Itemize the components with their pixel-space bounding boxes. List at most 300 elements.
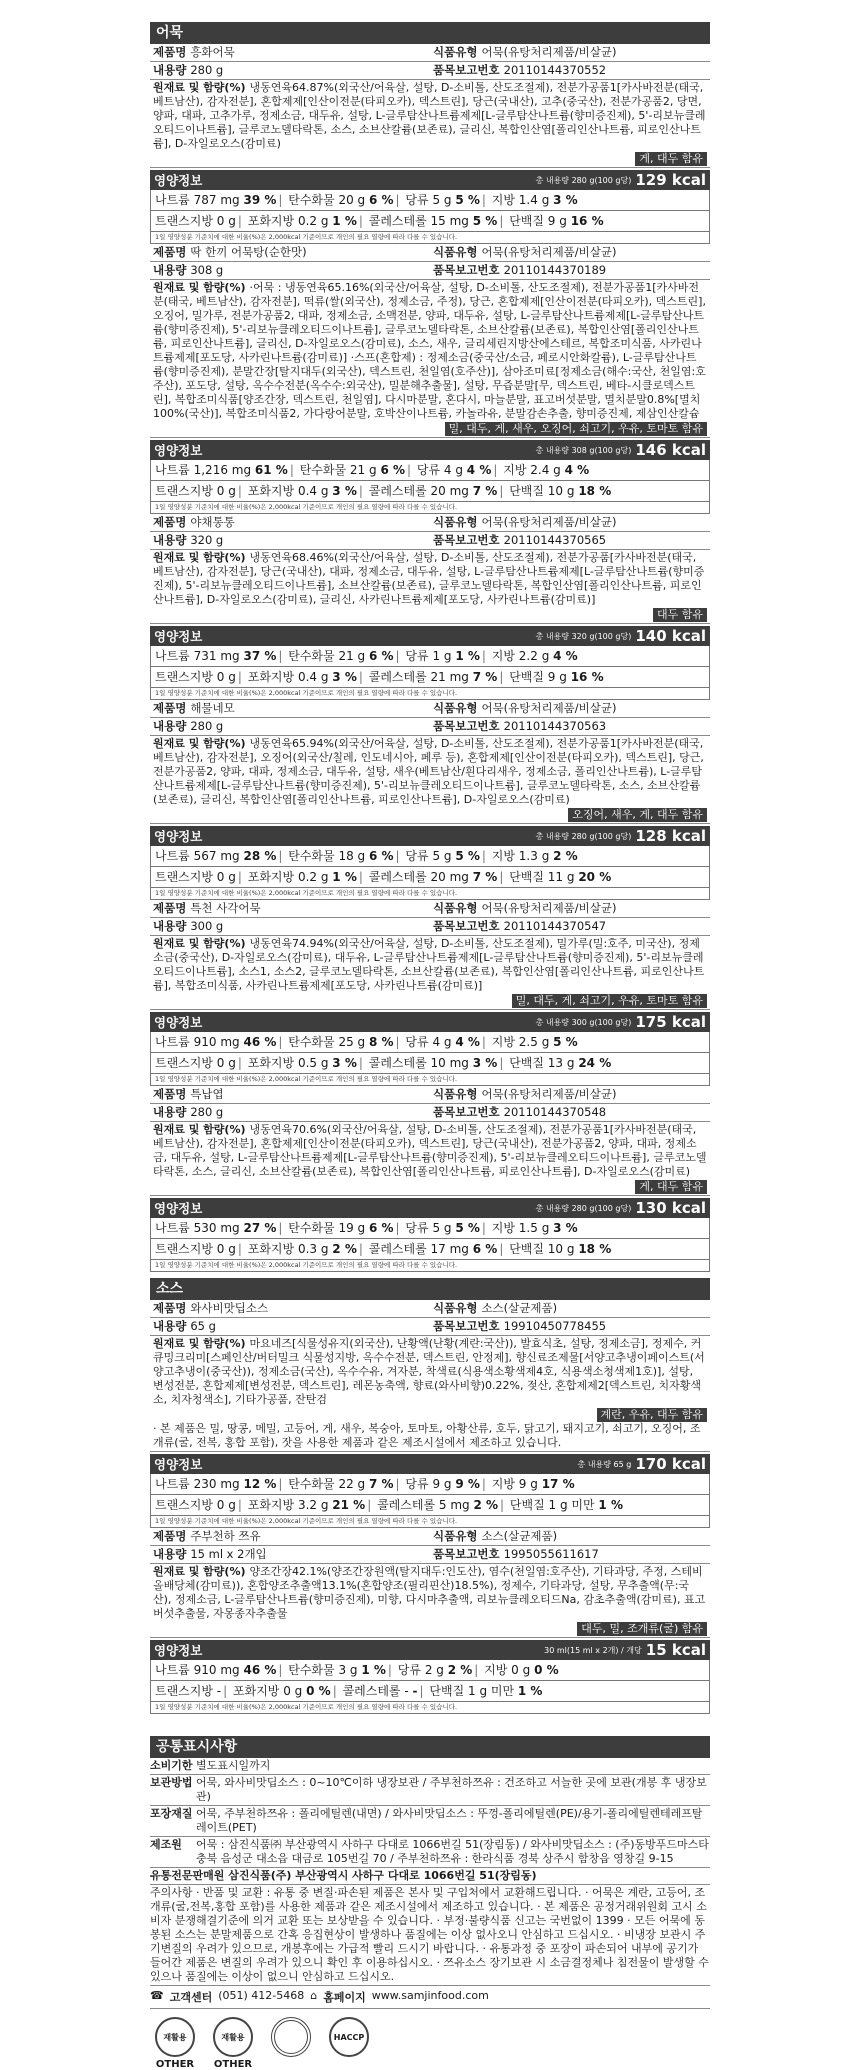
volume-label: 내용량 [153, 63, 187, 77]
product-name: 와사비맛딥소스 [190, 1301, 269, 1315]
fishcake-list [150, 44, 710, 1272]
protein-label: 단백질 [509, 670, 544, 684]
chol-label: 콜레스테롤 [377, 1498, 436, 1512]
common-value: 어묵 : 삼진식품㈜ 부산광역시 사하구 다대로 1066번길 51(장림동) / 와사비맛딥소스 : (주)동방푸드마스타 충북 음성군 대소읍 대금로 105번길 70 / 주부천하쯔유 : 한라식품 경북 상주시 함창읍 영창길 9-15 [196, 1838, 709, 1865]
nutrition-line-1: 나트륨 1,216 mg 61 % | 탄수화물 21 g 6 % | 당류 4 g 4 % | 지방 2.4 g 4 % [150, 460, 710, 481]
product-name: 딱 한끼 어묵탕(순한맛) [190, 245, 307, 259]
product-type: 어묵(유탕처리제품/비살균) [481, 901, 617, 915]
product-label: 제품명 [153, 701, 187, 715]
daily-value-note: 1일 영양성분 기준치에 대한 비율(%)은 2,000kcal 기준이므로 개인의 필요 열량에 따라 다를 수 있습니다. [150, 502, 710, 514]
sugar-label: 당류 [405, 1477, 429, 1491]
sat-pct: 1 % [332, 214, 357, 228]
report-number: 1995055611617 [503, 1547, 599, 1561]
recycle-label-1: OTHER [155, 2059, 195, 2070]
product-name: 해물네모 [190, 701, 235, 715]
ingredients-text: ·어묵 : 냉동연육65.16%(외국산/어육살, 설탕, D-소비톨, 산도조절제), 전분가공품1[카사바전분(태국, 베트남산), 감자전분], 떡류(쌀(외국산), 정제소금, 주정), 당근, 혼합제제[인산이전분(타피오카), 덱스트린], 오징어, 밀가루, 전분가공품2, 대파, 정제소금, 소맥전분, 양파, 대두유, 설탕, L-글루탐산나트륨제제[L-글루탐산나트륨(향미증진제), 5'-리보뉴클레오티드이나트륨], 글루코노델타락톤, 소브산칼륨(보존료), 복합인산염[폴리인산나트륨, 피로인산나트륨], 글리신, D-자일로오스(감미료), 소스, 새우, 글리세린지방산에스테르, 복합조미식품, 사카린나트륨제제[포도당, 사카린나트륨(감미료)] ·스프(혼합제) : 정제소금(중국산/소금, 페로시안화칼륨), L-글루탐산나트륨(향미증진제), 분말간장[탈지대두(외국산), 덱스트린, 천일염(호주산)], 삼아조미료[정제소금(해수:국산, 천일염:호주산), 포도당, 설탕, 옥수수전분(옥수수:외국산), 밀분해추출물], 설탕, 무즙분말[무, 덱스트린, 베타-시클로덱스트린], 복합조미식품[양조간장, 덱스트린, 천일염], 다시마분말, 혼다시, 마늘분말, 표고버섯분말, 멸치분말0.8%[멸치100%(국산)], 복합조미식품2, 가다랑어분말, 호박산이나트륨, 카놀라유, 분말감손추출, 향미증진제, 제삼인산칼슘 [153, 281, 706, 420]
ingredients-text: 냉동연육65.94%(외국산/어육살, 설탕, D-소비톨, 산도조절제), 전분가공품1[카사바전분(태국, 베트남산), 감자전분], 오징어(외국산/칠레, 인도네시아, 페루 등), 혼합제제[인산이전분(타피오카), 덱스트린], 당근, 전분가공품2, 양파, 대파, 정제소금, 대두유, 설탕, 새우(베트남산/흰다리새우, 정제소금, 폴리인산나트륨), L-글루탐산나트륨제제[L-글루탐산나트륨(향미증진제), 5'-리보뉴클레오티드이나트륨], 글루코노델타락톤, 소스, 소브산칼륨(보존료), 글리신, 복합인산염[폴리인산나트륨, 피로인산나트륨], D-자일로오스(감미료) [153, 737, 704, 806]
sodium-label: 나트륨 [155, 849, 190, 863]
common-rows [150, 1758, 710, 1868]
ingredients-text: 냉동연육70.6%(외국산/어육살, 설탕, D-소비톨, 산도조절제), 전분가공품1[카사바전분(태국, 베트남산), 감자전분], 혼합제제[인산이전분(타피오카), 덱스트린], 당근(국내산), 전분가공품2, 양파, 대파, 정제소금, 대두유, 설탕, L-글루탐산나트륨제제[L-글루탐산나트륨(향미증진제), 5'-리보뉴클레오티드이나트륨], 글루코노델타락톤, 소스, 글리신, 소브산칼륨(보존료), 복합인산염[폴리인산나트륨, 피로인산나트륨], D-자일로오스(감미료) [153, 1123, 707, 1178]
sugar-value: 1 g [432, 649, 452, 663]
protein-label: 단백질 [509, 1056, 544, 1070]
ingredients-text: 마요네즈[식물성유지(외국산), 난황액(난황(계란:국산)), 발효식초, 설탕, 정제소금], 정제수, 커큐밍크리미[스페인산/버터밀크 식물성지방, 옥수수전분, 덱스트린, 안정제], 향신료조제물[서양고추냉이페이스트(서양고추냉이(중국산)), 정제소금(국산), 옥수수유, 겨자분, 착색료(식용색소황색제4호, 식용색소청색제1호)], 설탕, 변성전분, 혼합제제[변성전분, 덱스트린], 레몬농축액, 향료(와사비향)0.22%, 젖산, 혼합제제2[덱스트린, 치자황색소, 치자청색소], 기타가공품, 잔탄검 [153, 1337, 705, 1406]
trans-label: 트랜스지방 [155, 484, 213, 498]
carb-pct: 6 % [368, 193, 394, 207]
nutrition-header [150, 1198, 710, 1218]
sugar-label: 당류 [405, 1221, 429, 1235]
carb-pct: 1 % [361, 1663, 386, 1677]
product-row [150, 1086, 710, 1104]
carb-value: 25 g [338, 1035, 366, 1049]
carb-value: 19 g [338, 1221, 366, 1235]
sat-label: 포화지방 [247, 484, 295, 498]
carb-value: 21 g [349, 463, 377, 477]
fat-pct: 2 % [553, 849, 578, 863]
product-name: 특천 사각어묵 [190, 901, 261, 915]
nutrition-title: 영양정보 [154, 1457, 203, 1472]
report-number: 20110144370548 [503, 1105, 607, 1119]
chol-label: 콜레스테롤 [342, 1684, 401, 1698]
sat-value: 3.2 g [297, 1498, 329, 1512]
carb-value: 21 g [338, 649, 366, 663]
protein-pct: 24 % [578, 1056, 612, 1070]
nutrition-header [150, 170, 710, 190]
carb-label: 탄수화물 [288, 1663, 335, 1677]
trans-value: 0 g [216, 1056, 236, 1070]
sat-pct: 21 % [332, 1498, 366, 1512]
ingredients-block [150, 936, 710, 1010]
protein-label: 단백질 [429, 1684, 465, 1698]
report-label: 품목보고번호 [433, 533, 500, 547]
phone-icon: ☎ [150, 1989, 164, 2002]
product-name: 주부천하 쯔유 [190, 1529, 261, 1543]
sugar-label: 당류 [405, 1035, 429, 1049]
report-label: 품목보고번호 [433, 263, 500, 277]
seal-logo [266, 2017, 316, 2070]
kcal-value: 128 kcal [635, 827, 706, 845]
type-label: 식품유형 [433, 245, 478, 259]
distributor-text: 유통전문판매원 삼진식품(주) 부산광역시 사하구 다대로 1066번길 51(장림동) [150, 1869, 537, 1882]
allergy-badge: 게, 대두 함유 [635, 152, 707, 166]
product-volume: 280 g [190, 63, 224, 77]
nutrition-line-2: 트랜스지방 0 g | 포화지방 0.4 g 3 % | 콜레스테롤 21 mg 7 % | 단백질 9 g 16 % [150, 667, 710, 688]
volume-row [150, 1546, 710, 1564]
report-label: 품목보고번호 [433, 719, 500, 733]
fat-pct: 3 % [553, 1221, 578, 1235]
product-block [150, 1300, 710, 1528]
product-row [150, 514, 710, 532]
chol-value: 20 mg [430, 484, 469, 498]
sat-value: 0.2 g [297, 214, 329, 228]
product-type: 소스(살균제품) [481, 1301, 558, 1315]
product-volume: 15 ml x 2개입 [190, 1547, 267, 1561]
product-label: 제품명 [153, 901, 187, 915]
protein-pct: 18 % [578, 1242, 612, 1256]
fat-label: 지방 [491, 193, 515, 207]
serving-size: 30 ml(15 ml x 2개) / 개당 [544, 1645, 642, 1655]
nutrition-header [150, 626, 710, 646]
section-header-common: 공통표시사항 [150, 1736, 710, 1758]
product-type: 어묵(유탕처리제품/비살균) [481, 701, 617, 715]
product-block [150, 900, 710, 1086]
fat-value: 1.5 g [518, 1221, 550, 1235]
common-info [150, 1736, 710, 2070]
nutrition-line-2: 트랜스지방 0 g | 포화지방 0.2 g 1 % | 콜레스테롤 15 mg 5 % | 단백질 9 g 16 % [150, 211, 710, 232]
sat-label: 포화지방 [247, 214, 295, 228]
product-label: 제품명 [153, 1301, 187, 1315]
protein-label: 단백질 [509, 1498, 545, 1512]
fat-value: 2.5 g [518, 1035, 550, 1049]
daily-value-note: 1일 영양성분 기준치에 대한 비율(%)은 2,000kcal 기준이므로 개인의 필요 열량에 따라 다를 수 있습니다. [150, 1516, 710, 1528]
protein-label: 단백질 [509, 484, 544, 498]
product-block [150, 514, 710, 700]
ingredients-label: 원재료 및 함량(%) [153, 937, 246, 950]
sugar-pct: 5 % [455, 849, 480, 863]
product-type: 어묵(유탕처리제품/비살균) [481, 515, 617, 529]
product-type: 소스(살균제품) [481, 1529, 558, 1543]
type-label: 식품유형 [433, 515, 478, 529]
ingredients-block [150, 80, 710, 168]
fat-label: 지방 [491, 1221, 515, 1235]
protein-value: 1 g 미만 [468, 1684, 515, 1698]
nutrition-header [150, 826, 710, 846]
product-type: 어묵(유탕처리제품/비살균) [481, 245, 617, 259]
trans-label: 트랜스지방 [155, 1498, 213, 1512]
allergy-badge: 오징어, 새우, 게, 대두 함유 [568, 808, 707, 822]
nutrition-title: 영양정보 [154, 1201, 203, 1216]
protein-label: 단백질 [509, 214, 544, 228]
home-icon: ⌂ [310, 1989, 318, 2002]
trans-value: 0 g [216, 670, 236, 684]
sodium-label: 나트륨 [155, 1035, 190, 1049]
daily-value-note: 1일 영양성분 기준치에 대한 비율(%)은 2,000kcal 기준이므로 개인의 필요 열량에 따라 다를 수 있습니다. [150, 1702, 710, 1714]
sodium-pct: 28 % [243, 849, 277, 863]
serving-size: 총 내용량 280 g(100 g당) [535, 1203, 632, 1213]
carb-label: 탄수화물 [288, 849, 335, 863]
sugar-value: 5 g [432, 849, 452, 863]
allergy-badge: 계란, 우유, 대두 함유 [597, 1408, 708, 1422]
carb-pct: 6 % [368, 1221, 394, 1235]
nutrition-line-2: 트랜스지방 0 g | 포화지방 0.2 g 1 % | 콜레스테롤 20 mg 7 % | 단백질 11 g 20 % [150, 867, 710, 888]
nutrition-line-2: 트랜스지방 - | 포화지방 0 g 0 % | 콜레스테롤 - - | 단백질 1 g 미만 1 % [150, 1681, 710, 1702]
daily-value-note: 1일 영양성분 기준치에 대한 비율(%)은 2,000kcal 기준이므로 개인의 필요 열량에 따라 다를 수 있습니다. [150, 232, 710, 244]
product-name: 흥화어묵 [190, 45, 235, 59]
haccp-logo [324, 2017, 374, 2070]
nutrition-line-1: 나트륨 731 mg 37 % | 탄수화물 21 g 6 % | 당류 1 g 1 % | 지방 2.2 g 4 % [150, 646, 710, 667]
center-tel: (051) 412-5468 [218, 1989, 305, 2002]
carb-label: 탄수화물 [288, 1221, 335, 1235]
nutrition-line-1: 나트륨 230 mg 12 % | 탄수화물 22 g 7 % | 당류 9 g 9 % | 지방 9 g 17 % [150, 1474, 710, 1495]
fat-label: 지방 [491, 649, 515, 663]
carb-pct: 6 % [368, 649, 394, 663]
chol-label: 콜레스테롤 [368, 1056, 427, 1070]
protein-value: 9 g [547, 670, 567, 684]
ingredients-block [150, 550, 710, 624]
chol-pct: 2 % [473, 1498, 499, 1512]
sugar-pct: 5 % [455, 193, 480, 207]
sugar-label: 당류 [405, 849, 429, 863]
sat-pct: 2 % [332, 1242, 357, 1256]
report-label: 품목보고번호 [433, 1105, 500, 1119]
sugar-label: 당류 [397, 1663, 421, 1677]
product-row [150, 1528, 710, 1546]
home-url[interactable]: www.samjinfood.com [371, 1989, 489, 2002]
logo-row [150, 2017, 710, 2070]
carb-pct: 7 % [368, 1477, 394, 1491]
carb-pct: 6 % [380, 463, 405, 477]
sugar-value: 4 g [443, 463, 463, 477]
chol-label: 콜레스테롤 [368, 670, 427, 684]
product-block [150, 1528, 710, 1714]
sat-pct: 3 % [332, 1056, 357, 1070]
nutrition-line-1: 나트륨 530 mg 27 % | 탄수화물 19 g 6 % | 당류 5 g 5 % | 지방 1.5 g 3 % [150, 1218, 710, 1239]
product-label: 제품명 [153, 245, 187, 259]
daily-value-note: 1일 영양성분 기준치에 대한 비율(%)은 2,000kcal 기준이므로 개인의 필요 열량에 따라 다를 수 있습니다. [150, 1074, 710, 1086]
sodium-value: 787 mg [193, 193, 240, 207]
allergy-badge: 밀, 대두, 게, 새우, 오징어, 쇠고기, 우유, 토마토 함유 [445, 422, 707, 436]
carb-pct: 6 % [368, 849, 394, 863]
common-value: 어묵, 와사비맛딥소스 : 0~10℃이하 냉장보관 / 주부천하쯔유 : 건조하고 서늘한 곳에 보관(개봉 후 냉장보관) [196, 1776, 707, 1803]
sat-value: 0.2 g [297, 870, 329, 884]
type-label: 식품유형 [433, 45, 478, 59]
fat-pct: 4 % [564, 463, 590, 477]
volume-label: 내용량 [153, 263, 187, 277]
volume-row [150, 62, 710, 80]
fat-value: 9 g [518, 1477, 538, 1491]
report-number: 19910450778455 [503, 1319, 607, 1333]
sodium-value: 910 mg [193, 1035, 240, 1049]
chol-value: - [404, 1684, 409, 1698]
product-block [150, 44, 710, 244]
ingredients-block [150, 280, 710, 438]
ingredients-block [150, 1336, 710, 1452]
product-row [150, 1300, 710, 1318]
seal-icon [271, 2017, 311, 2057]
sodium-pct: 46 % [243, 1035, 277, 1049]
sodium-value: 230 mg [193, 1477, 240, 1491]
fat-value: 2.4 g [530, 463, 561, 477]
report-label: 품목보고번호 [433, 1319, 500, 1333]
sat-pct: 3 % [332, 484, 357, 498]
carb-label: 탄수화물 [288, 193, 335, 207]
product-row [150, 44, 710, 62]
protein-pct: 1 % [517, 1684, 543, 1698]
common-row [150, 1806, 710, 1837]
common-key: 제조원 [150, 1838, 182, 1851]
product-block [150, 700, 710, 900]
chol-pct: 5 % [472, 214, 498, 228]
product-name: 특납엽 [190, 1087, 224, 1101]
report-number: 20110144370565 [503, 533, 607, 547]
allergy-badge: 대두 함유 [653, 608, 707, 622]
sugar-label: 당류 [416, 463, 441, 477]
trans-label: 트랜스지방 [155, 1684, 213, 1698]
product-volume: 280 g [190, 719, 224, 733]
ingredients-text: 냉동연육68.46%(외국산/어육살, 설탕, D-소비톨, 산도조절제), 전분가공품[카사바전분(태국, 베트남산), 감자전분], 당근(국내산), 대파, 정제소금, 대두유, 설탕, L-글루탐산나트륨제제[L-글루탐산나트륨(향미증진제), 5'-리보뉴클레오티드이나트륨], 소브산칼륨(보존료), 글루코노델타락톤, 복합인산염[폴리인산나트륨, 피로인산나트륨], D-자일로오스(감미료), 글리신, 사카린나트륨제제[포도당, 사카린나트륨(감미료)] [153, 551, 705, 606]
nutrition-title: 영양정보 [154, 443, 203, 458]
serving-size: 총 내용량 280 g(100 g당) [535, 831, 632, 841]
cross-contamination-note: · 본 제품은 밀, 땅콩, 메밀, 고등어, 게, 새우, 복숭아, 토마토, 아황산류, 호두, 닭고기, 돼지고기, 쇠고기, 오징어, 조개류(굴, 전복, 홍합 포함), 잣을 사용한 제품과 같은 제조시설에서 제조하고 있습니다. [153, 1422, 701, 1449]
report-label: 품목보고번호 [433, 63, 500, 77]
volume-label: 내용량 [153, 1319, 187, 1333]
product-row [150, 900, 710, 918]
trans-label: 트랜스지방 [155, 670, 213, 684]
label-sheet [150, 22, 710, 2070]
distributor-row [150, 1868, 710, 1885]
home-label: 홈페이지 [323, 1991, 366, 2004]
fat-value: 0 g [511, 1663, 531, 1677]
protein-label: 단백질 [509, 1242, 544, 1256]
product-label: 제품명 [153, 515, 187, 529]
ingredients-label: 원재료 및 함량(%) [153, 81, 246, 94]
product-volume: 280 g [190, 1105, 224, 1119]
common-key: 보관방법 [150, 1776, 193, 1789]
sugar-pct: 4 % [455, 1035, 480, 1049]
product-row [150, 244, 710, 262]
type-label: 식품유형 [433, 1087, 478, 1101]
trans-value: 0 g [216, 484, 236, 498]
sodium-label: 나트륨 [155, 649, 190, 663]
carb-label: 탄수화물 [288, 649, 335, 663]
product-block [150, 1086, 710, 1272]
report-label: 품목보고번호 [433, 919, 500, 933]
sodium-pct: 27 % [243, 1221, 277, 1235]
common-key: 소비기한 [150, 1759, 193, 1772]
product-block [150, 244, 710, 514]
nutrition-line-2: 트랜스지방 0 g | 포화지방 0.3 g 2 % | 콜레스테롤 17 mg 6 % | 단백질 10 g 18 % [150, 1239, 710, 1260]
volume-row [150, 262, 710, 280]
fat-pct: 4 % [553, 649, 578, 663]
fat-value: 1.3 g [518, 849, 550, 863]
volume-label: 내용량 [153, 919, 187, 933]
volume-row [150, 1318, 710, 1336]
sugar-value: 9 g [432, 1477, 452, 1491]
fat-label: 지방 [503, 463, 527, 477]
volume-row [150, 718, 710, 736]
nutrition-header [150, 1012, 710, 1032]
nutrition-line-1: 나트륨 567 mg 28 % | 탄수화물 18 g 6 % | 당류 5 g 5 % | 지방 1.3 g 2 % [150, 846, 710, 867]
fat-label: 지방 [491, 1035, 515, 1049]
sauce-list [150, 1300, 710, 1714]
fat-label: 지방 [491, 1477, 515, 1491]
carb-label: 탄수화물 [299, 463, 347, 477]
sugar-value: 5 g [432, 1221, 452, 1235]
product-type: 어묵(유탕처리제품/비살균) [481, 45, 617, 59]
protein-pct: 1 % [598, 1498, 623, 1512]
product-volume: 308 g [190, 263, 224, 277]
nutrition-header [150, 1640, 710, 1660]
sat-label: 포화지방 [247, 870, 295, 884]
common-key: 포장재질 [150, 1807, 193, 1820]
sat-value: 0 g [283, 1684, 303, 1698]
protein-value: 1 g 미만 [548, 1498, 595, 1512]
fat-pct: 17 % [541, 1477, 575, 1491]
sodium-label: 나트륨 [155, 463, 190, 477]
protein-value: 10 g [547, 1242, 575, 1256]
sugar-pct: 1 % [455, 649, 480, 663]
protein-label: 단백질 [509, 870, 544, 884]
sodium-label: 나트륨 [155, 193, 190, 207]
chol-value: 5 mg [438, 1498, 470, 1512]
ingredients-text: 냉동연육64.87%(외국산/어육살, 설탕, D-소비톨, 산도조절제), 전분가공품1[카사바전분(태국, 베트남산), 감자전분], 혼합제제[인산이전분(타피오카), 덱스트린], 당근(국내산), 고추(중국산), 전분가공품2, 당면, 양파, 대파, 고추가루, 정제소금, 대두유, 설탕, L-글루탐산나트륨제제[L-글루탐산나트륨(향미증진제), 5'-리보뉴클레오티드이나트륨], 글루코노델타락톤, 소스, 소브산칼륨(보존료), 글리신, 복합인산염[폴리인산나트륨, 피로인산나트륨], D-자일로오스(감미료) [153, 81, 706, 150]
sodium-value: 1,216 mg [193, 463, 252, 477]
serving-size: 총 내용량 300 g(100 g당) [535, 1017, 632, 1027]
sodium-label: 나트륨 [155, 1663, 190, 1677]
nutrition-title: 영양정보 [154, 173, 203, 188]
chol-label: 콜레스테롤 [368, 1242, 427, 1256]
section-header-sauce: 소스 [150, 1278, 710, 1300]
kcal-value: 130 kcal [635, 1199, 706, 1217]
serving-size: 총 내용량 65 g [577, 1459, 632, 1469]
protein-value: 11 g [547, 870, 575, 884]
common-value: 별도표시일까지 [196, 1759, 271, 1772]
allergy-badge: 게, 대두 함유 [635, 1180, 707, 1194]
fat-pct: 5 % [553, 1035, 578, 1049]
trans-value: 0 g [216, 870, 236, 884]
daily-value-note: 1일 영양성분 기준치에 대한 비율(%)은 2,000kcal 기준이므로 개인의 필요 열량에 따라 다를 수 있습니다. [150, 688, 710, 700]
caution-text: 주의사항 · 반품 및 교환 : 유통 중 변질·파손된 제품은 본사 및 구입처에서 교환해드립니다. · 어묵은 계란, 고등어, 조개류(굴,전복,홍합 포함)를 사용한 제품과 같은 제조시설에서 제조하고 있습니다. · 본 제품은 공정거래위원회 고시 소비자 분쟁해결기준에 의거 교환 또는 보상받을 수 있습니다. · 부정·불량식품 신고는 국번없이 1399 · 모든 어묵에 동봉된 소스는 분말제품으로 간혹 응집현상이 발생하나 품질에는 이상 없사오니 안심하고 드십시오. · 비냉장 보관시 주기변질의 우려가 있으므로, 개봉후에는 가급적 빨리 드시기 바랍니다. · 유통과정 중 포장이 파손되어 내부에 공기가 들어간 제품은 변질의 우려가 있으니 확인 후 이용하십시오. · 쯔유소스 장기보관 시 소금결정체나 침전물이 발생할 수 있으나 품질에는 이상이 없으니 안심하고 드십시오. [150, 1885, 710, 1986]
sugar-pct: 4 % [466, 463, 492, 477]
ingredients-text: 양조간장42.1%(양조간장원액(탈지대두:인도산), 염수(천일염:호주산), 기타과당, 주정, 스테비올배당체(감미료)), 혼합양조추출액13.1%(혼합양조(필리핀산)18.5%), 정제수, 기타과당, 설탕, 무추출액(무:국산), 정제소금, L-글루탐산나트륨(향미증진제), 미향, 다시마추출액, 리보뉴클레오티드Na, 감초추출액(감미료), 표고버섯추출물, 자몽종자추출물 [153, 1565, 706, 1620]
sodium-value: 530 mg [193, 1221, 240, 1235]
protein-pct: 16 % [570, 670, 604, 684]
common-row [150, 1758, 710, 1775]
carb-label: 탄수화물 [288, 1035, 335, 1049]
type-label: 식품유형 [433, 901, 478, 915]
common-row [150, 1837, 710, 1868]
nutrition-title: 영양정보 [154, 829, 203, 844]
contact-row [150, 1986, 710, 2009]
product-label: 제품명 [153, 1529, 187, 1543]
protein-pct: 18 % [578, 484, 612, 498]
volume-label: 내용량 [153, 719, 187, 733]
serving-size: 총 내용량 308 g(100 g당) [535, 445, 632, 455]
carb-value: 18 g [338, 849, 366, 863]
chol-pct: 7 % [472, 670, 498, 684]
nutrition-title: 영양정보 [154, 1015, 203, 1030]
fat-pct: 3 % [553, 193, 578, 207]
chol-label: 콜레스테롤 [368, 870, 427, 884]
sat-value: 0.4 g [297, 484, 329, 498]
fat-value: 2.2 g [518, 649, 550, 663]
ingredients-label: 원재료 및 함량(%) [153, 1123, 246, 1136]
sat-label: 포화지방 [247, 1242, 295, 1256]
trans-label: 트랜스지방 [155, 214, 213, 228]
serving-size: 총 내용량 280 g(100 g당) [535, 175, 632, 185]
chol-pct: - [412, 1684, 418, 1698]
sugar-label: 당류 [405, 649, 429, 663]
trans-value: 0 g [216, 214, 236, 228]
chol-pct: 3 % [472, 1056, 498, 1070]
volume-row [150, 532, 710, 550]
sat-pct: 0 % [306, 1684, 331, 1698]
trans-label: 트랜스지방 [155, 870, 213, 884]
trans-label: 트랜스지방 [155, 1056, 213, 1070]
sat-label: 포화지방 [247, 1498, 295, 1512]
kcal-value: 15 kcal [645, 1641, 706, 1659]
carb-value: 20 g [338, 193, 366, 207]
product-label: 제품명 [153, 1087, 187, 1101]
ingredients-block [150, 736, 710, 824]
sat-value: 0.3 g [297, 1242, 329, 1256]
serving-size: 총 내용량 320 g(100 g당) [535, 631, 632, 641]
sodium-pct: 46 % [243, 1663, 277, 1677]
daily-value-note: 1일 영양성분 기준치에 대한 비율(%)은 2,000kcal 기준이므로 개인의 필요 열량에 따라 다를 수 있습니다. [150, 888, 710, 900]
common-value: 어묵, 주부천하쯔유 : 폴리에틸렌(내면) / 와사비맛딥소스 : 뚜껑-폴리에틸렌(PE)/용기-폴리에틸렌테레프탈레이트(PET) [196, 1807, 703, 1834]
sugar-pct: 2 % [447, 1663, 473, 1677]
protein-value: 10 g [547, 484, 575, 498]
sodium-pct: 12 % [243, 1477, 277, 1491]
